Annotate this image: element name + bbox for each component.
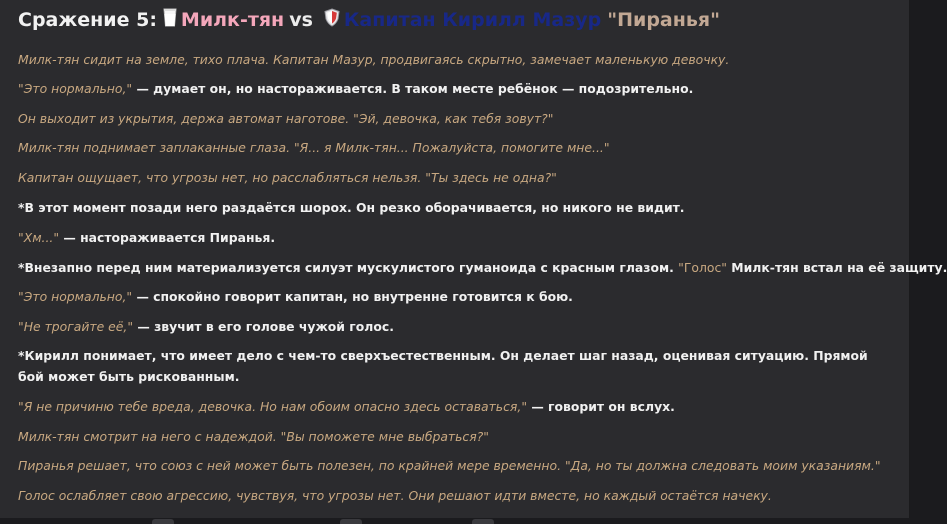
story-narration: — спокойно говорит капитан, но внутренне готовится к бою. [132, 289, 573, 304]
story-text: Милк-тян смотрит на него с надеждой. "Вы поможете мне выбраться?" [18, 429, 489, 444]
story-text: Капитан ощущает, что угрозы нет, но расслабляться нельзя. "Ты здесь не одна?" [18, 170, 557, 185]
story-quote: "Это нормально," [18, 289, 133, 304]
story-text: Милк-тян сидит на земле, тихо плача. Капитан Мазур, продвигаясь скрытно, замечает маленькую девочку. [18, 52, 730, 67]
next-message-hint [340, 519, 362, 524]
story-line [18, 49, 893, 70]
shield-icon [324, 8, 340, 32]
story-narration: — думает он, но настораживается. В таком месте ребёнок — подозрительно. [132, 81, 694, 96]
story-narration: Милк-тян встал на её защиту. [726, 260, 947, 275]
battle-number: Сражение 5: [18, 9, 157, 31]
story-text: Милк-тян поднимает заплаканные глаза. "Я... я Милк-тян... Пожалуйста, помогите мне..." [18, 140, 610, 155]
story-line [18, 286, 893, 307]
story-narration: *В этот момент позади него раздаётся шорох. Он резко оборачивается, но никого не видит. [18, 200, 685, 215]
story-narration: *Внезапно перед ним материализуется силуэт мускулистого гуманоида с красным глазом. [18, 260, 679, 275]
next-message-hint [152, 519, 174, 524]
story-quote: "Хм..." [18, 230, 60, 245]
player2-nickname: "Пиранья" [607, 9, 720, 31]
milk-glass-icon [163, 8, 177, 32]
story-line [18, 426, 893, 447]
story-narration: — говорит он вслух. [527, 399, 675, 414]
story-line [18, 257, 947, 278]
story-line [18, 345, 893, 387]
story-line [18, 396, 893, 417]
story-text: Пиранья решает, что союз с ней может быть полезен, по крайней мере временно. "Да, но ты должна следовать моим указаниям." [18, 458, 881, 473]
player2-name: Капитан Кирилл Мазур [343, 9, 602, 31]
story-narration: *Кирилл понимает, что имеет дело с чем-то сверхъестественным. Он делает шаг назад, оценивая ситуацию. Прямой бой может быть рискованным. [18, 348, 868, 384]
battle-title [18, 7, 720, 33]
story-line [18, 485, 893, 506]
next-message-hint [472, 519, 494, 524]
story-line [18, 137, 893, 158]
next-message-edge [0, 518, 917, 524]
story-text: Он выходит из укрытия, держа автомат наготове. "Эй, девочка, как тебя зовут?" [18, 111, 554, 126]
story-line [18, 78, 893, 99]
story-line [18, 108, 893, 129]
player1-name: Милк-тян [180, 9, 285, 31]
story-quote: "Не трогайте её," [18, 319, 134, 334]
story-text: Голос ослабляет свою агрессию, чувствуя, что угрозы нет. Они решают идти вместе, но каждый остаётся начеку. [18, 488, 772, 503]
story-line [18, 227, 893, 248]
story-line [18, 316, 893, 337]
story-line [18, 197, 893, 218]
story-quote: "Я не причиню тебе вреда, девочка. Но нам обоим опасно здесь оставаться," [18, 399, 528, 414]
story-narration: — звучит в его голове чужой голос. [133, 319, 394, 334]
versus-label: vs [289, 9, 313, 31]
story-line [18, 167, 893, 188]
story-quote: "Голос" [678, 260, 727, 275]
story-narration: — настораживается Пиранья. [59, 230, 276, 245]
story-line [18, 455, 893, 476]
story-quote: "Это нормально," [18, 81, 133, 96]
